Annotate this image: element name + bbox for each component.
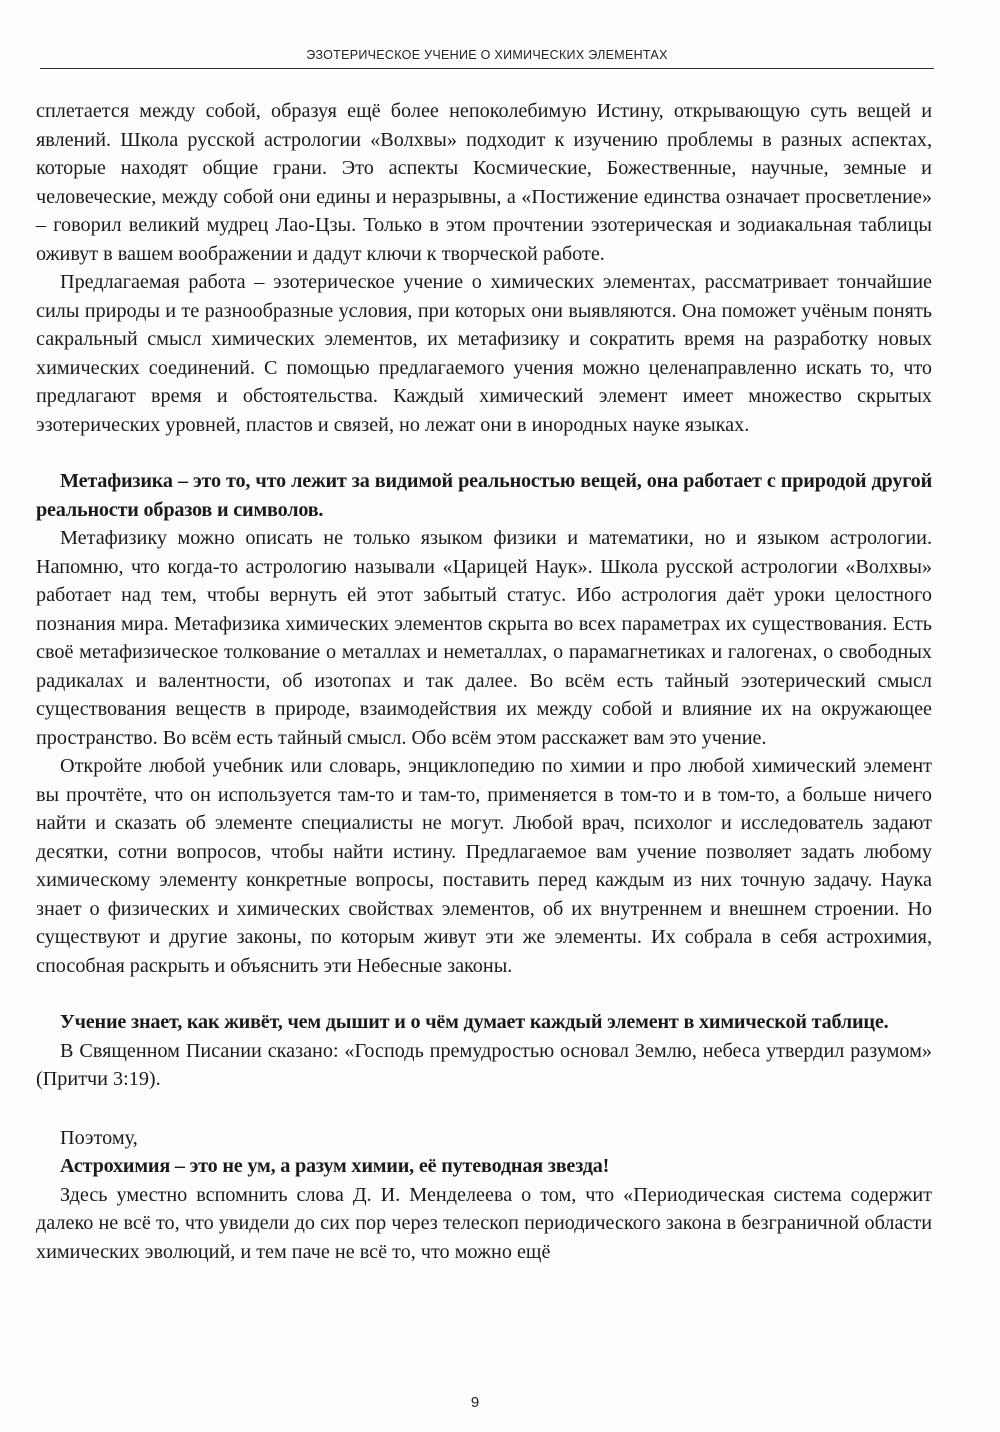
paragraph-metaphysics-astrology: Метафизику можно описать не только языком физики и математики, но и языком астрологии. Напомню, что когда-то астрологию называли «Царицей Наук». Школа русской астрологии «Волхвы» работает над тем, чтобы вернуть ей этот забытый статус. Ибо астрология даёт уроки целостного познания мира. Метафизика химических элементов скрыта во всех параметрах их существования. Есть своё метафизическое толкование о металлах и неметаллах, о парамагнетиках и галогенах, о свободных радикалах и валентности, об изотопах и так далее. Во всём есть тайный эзотерический смысл существования веществ в природе, взаимодействия их между собой и влияние их на окружающее пространство. Во всём есть тайный смысл. Обо всём этом расскажет вам это учение. <box>36 527 932 749</box>
paragraph-continuation: сплетается между собой, образуя ещё более непоколебимую Истину, открывающую суть вещей и явлений. Школа русской астрологии «Волхвы» подходит к изучению проблемы в разных аспектах, которые находят общие грани. Это аспекты Космические, Божественные, научные, земные и человеческие, между собой они едины и неразрывны, а «Постижение единства означает просветление» – говорил великий мудрец Лао-Цзы. Только в этом прочтении эзотерическая и зодиакальная таблицы оживут в вашем воображении и дадут ключи к творческой работе. <box>36 100 932 265</box>
running-header: ЭЗОТЕРИЧЕСКОЕ УЧЕНИЕ О ХИМИЧЕСКИХ ЭЛЕМЕНТАХ <box>306 48 668 62</box>
paragraph-scripture-quote: В Священном Писании сказано: «Господь премудростью основал Землю, небеса утвердил разумом» (Притчи 3:19). <box>36 1039 932 1090</box>
page-number: 9 <box>470 1394 480 1411</box>
paragraph-mendeleev-quote: Здесь уместно вспомнить слова Д. И. Менделеева о том, что «Периодическая система содержит далеко не всё то, что увидели до сих пор через телескоп периодического закона в безграничной области химических эволюций, и тем паче не всё то, что можно ещё <box>36 1183 932 1263</box>
paragraph-therefore: Поэтому, <box>60 1126 138 1149</box>
paragraph-astrochemistry-motto: Астрохимия – это не ум, а разум химии, её путеводная звезда! <box>60 1155 610 1177</box>
body-text <box>36 97 932 1266</box>
paragraph-metaphysics-definition: Метафизика – это то, что лежит за видимой реальностью вещей, она работает с природой другой реальности образов и символов. <box>36 470 932 521</box>
paragraph-open-any-textbook: Откройте любой учебник или словарь, энциклопедию по химии и про любой химический элемент вы прочтёте, что он используется там-то и там-то, применяется в том-то и в том-то, а больше ничего найти и сказать об элементе специалисты не могут. Любой врач, психолог и исследователь задают десятки, сотни вопросов, чтобы найти истину. Предлагаемое вам учение позволяет задать любому химическому элементу конкретные вопросы, поставить перед каждым из них точную задачу. Наука знает о физических и химических свойствах элементов, об их внутреннем и внешнем строении. Но существуют и другие законы, по которым живут эти же элементы. Их собрала в себя астрохимия, способная раскрыть и объяснить эти Небесные законы. <box>36 755 932 977</box>
header-rule <box>40 68 934 69</box>
paragraph-proposed-work: Предлагаемая работа – эзотерическое учение о химических элементах, рассматривает тончайшие силы природы и те разнообразные условия, при которых они выявляются. Она поможет учёным понять сакральный смысл химических элементов, их метафизику и сократить время на разработку новых химических соединений. С помощью предлагаемого учения можно целенаправленно искать то, что предлагают время и обстоятельства. Каждый химический элемент имеет множество скрытых эзотерических уровней, пластов и связей, но лежат они в инородных науке языках. <box>36 271 932 436</box>
paragraph-teaching-knows: Учение знает, как живёт, чем дышит и о чём думает каждый элемент в химической таблице. <box>60 1011 889 1033</box>
